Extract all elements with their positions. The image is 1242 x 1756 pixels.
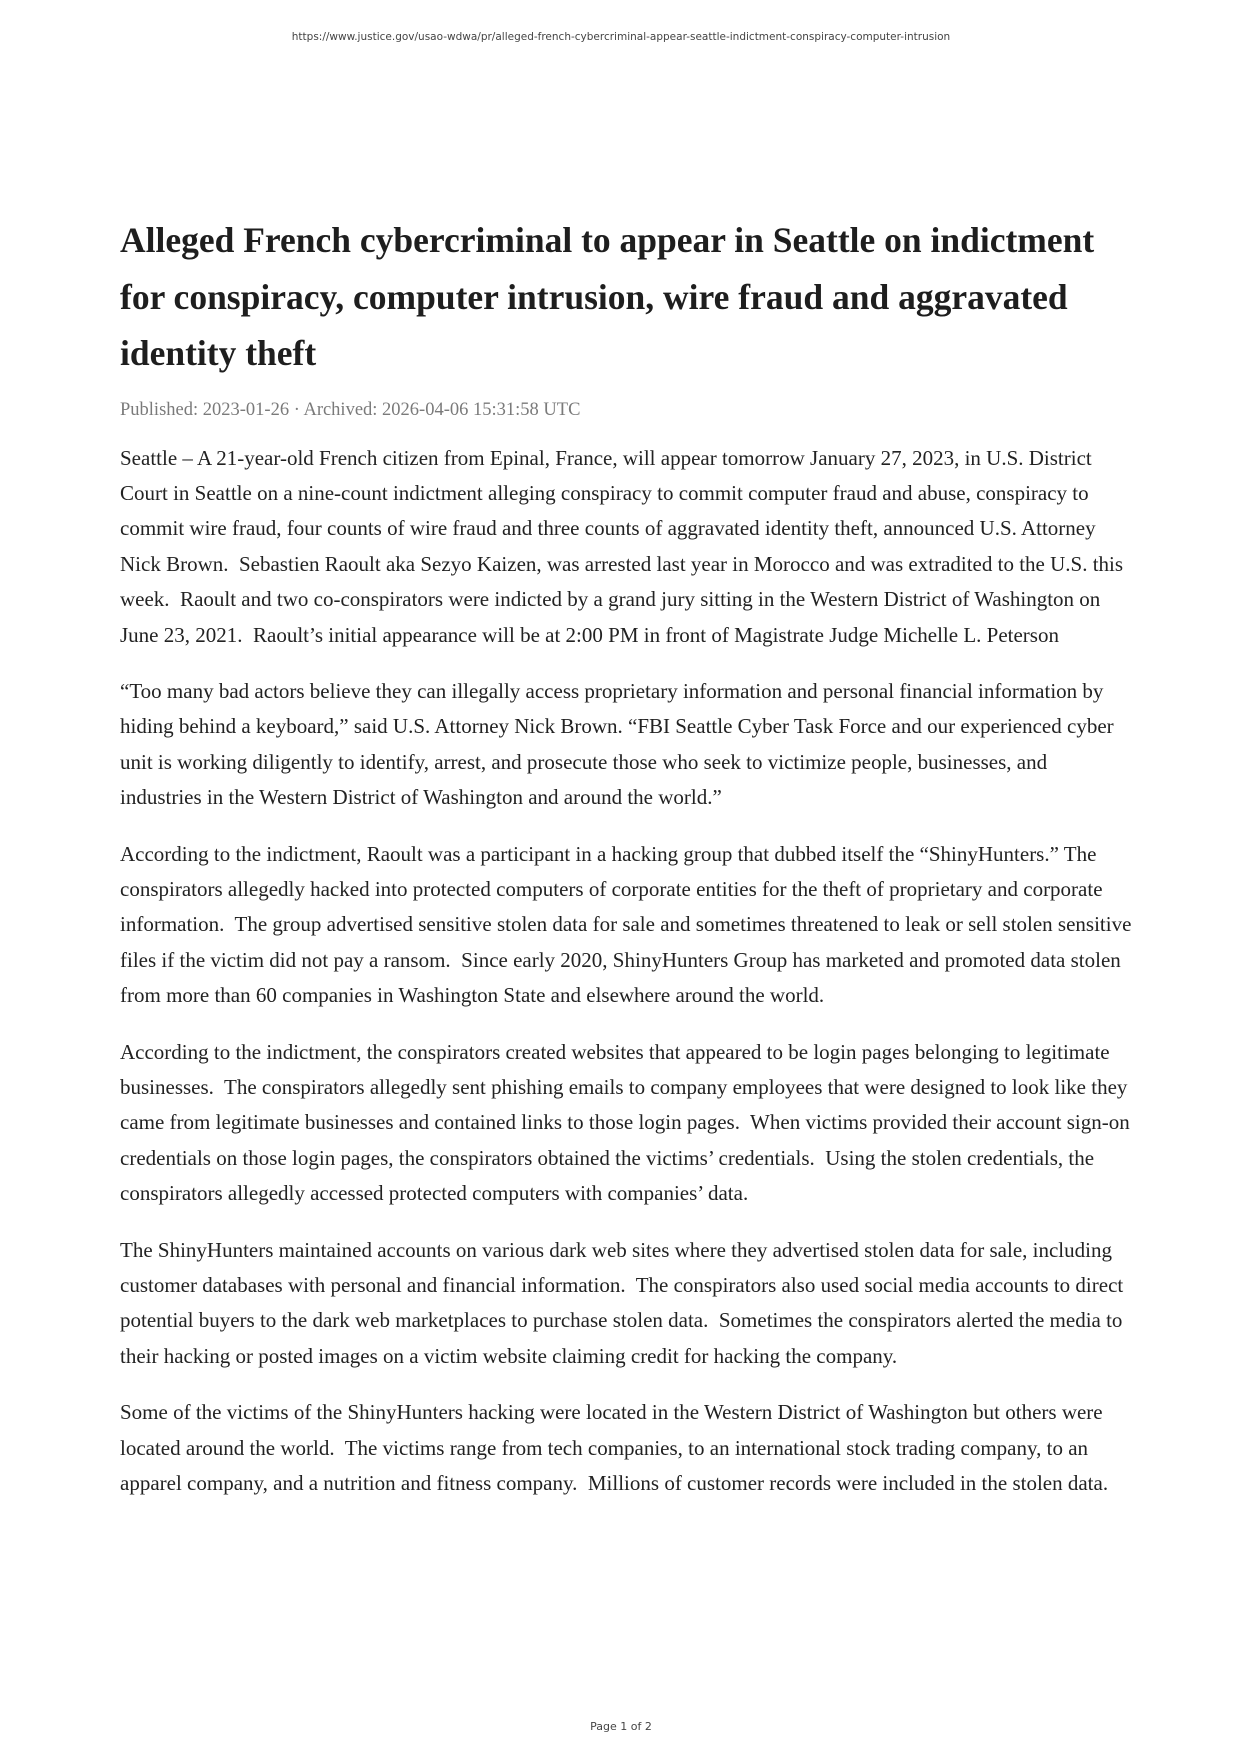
article-paragraph: Some of the victims of the ShinyHunters hacking were located in the Western District of Washington but others were located around the world. The victims range from tech companies, to an international stock trading company, to an apparel company, and a nutrition and fitness company. Millions of customer records were included in the stolen data. xyxy=(120,1400,1109,1496)
page-url-header: https://www.justice.gov/usao-wdwa/pr/alleged-french-cybercriminal-appear-seattle-indictment-conspiracy-computer-intrusion xyxy=(291,31,951,43)
article-paragraph: “Too many bad actors believe they can illegally access proprietary information and personal financial information by hiding behind a keyboard,” said U.S. Attorney Nick Brown. “FBI Seattle Cyber Task Force and our experienced cyber unit is working diligently to identify, arrest, and prosecute those who seek to victimize people, businesses, and industries in the Western District of Washington and around the world.” xyxy=(120,678,1119,810)
article-paragraph: According to the indictment, Raoult was a participant in a hacking group that dubbed itself the “ShinyHunters.” The conspirators allegedly hacked into protected computers of corporate entities for the theft of proprietary and corporate information. The group advertised sensitive stolen data for sale and sometimes threatened to leak or sell stolen sensitive files if the victim did not pay a ransom. Since early 2020, ShinyHunters Group has marketed and promoted data stolen from more than 60 companies in Washington State and elsewhere around the world. xyxy=(120,841,1137,1008)
article-paragraph: Seattle – A 21-year-old French citizen from Epinal, France, will appear tomorrow January 27, 2023, in U.S. District Court in Seattle on a nine-count indictment alleging conspiracy to commit computer fraud and abuse, conspiracy to commit wire fraud, four counts of wire fraud and three counts of aggravated identity theft, announced U.S. Attorney Nick Brown. Sebastien Raoult aka Sezyo Kaizen, was arrested last year in Morocco and was extradited to the U.S. this week. Raoult and two co-conspirators were indicted by a grand jury sitting in the Western District of Washington on June 23, 2021. Raoult’s initial appearance will be at 2:00 PM in front of Magistrate Judge Michelle L. Peterson xyxy=(120,445,1129,647)
article-paragraph: The ShinyHunters maintained accounts on various dark web sites where they advertised stolen data for sale, including customer databases with personal and financial information. The conspirators also used social media accounts to direct potential buyers to the dark web marketplaces to purchase stolen data. Sometimes the conspirators alerted the media to their hacking or posted images on a victim website claiming credit for hacking the company. xyxy=(120,1237,1129,1368)
article-title: Alleged French cybercriminal to appear in Seattle on indictment for conspiracy, computer intrusion, wire fraud and aggravated identity theft xyxy=(120,220,1095,373)
article-body xyxy=(120,441,1137,1502)
article-paragraph: According to the indictment, the conspirators created websites that appeared to be login pages belonging to legitimate businesses. The conspirators allegedly sent phishing emails to company employees that were designed to look like they came from legitimate businesses and contained links to those login pages. When victims provided their account sign-on credentials on those login pages, the conspirators obtained the victims’ credentials. Using the stolen credentials, the conspirators allegedly accessed protected computers with companies’ data. xyxy=(120,1039,1135,1206)
article xyxy=(120,212,1137,1522)
page-number: Page 1 of 2 xyxy=(590,1720,652,1733)
article-meta: Published: 2023-01-26 · Archived: 2026-04-06 15:31:58 UTC xyxy=(120,399,581,420)
